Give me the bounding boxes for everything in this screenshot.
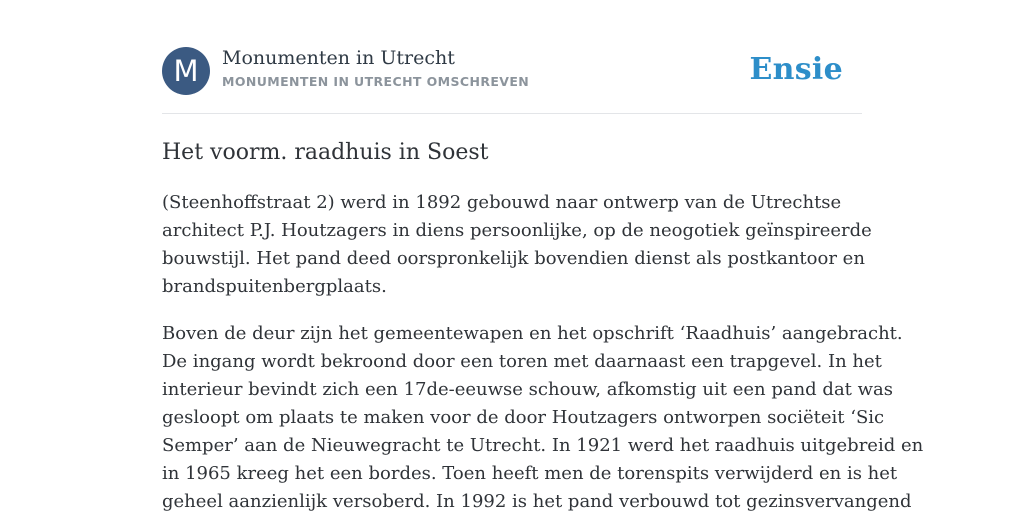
article-title: Het voorm. raadhuis in Soest [162,140,489,165]
source-avatar[interactable]: M [162,47,210,95]
paragraph-line: Boven de deur zijn het gemeentewapen en het opschrift ‘Raadhuis’ aangebracht. [162,323,903,344]
paragraph-line: in 1965 kreeg het een bordes. Toen heeft men de torenspits verwijderd en is het [162,463,898,484]
source-title[interactable]: Monumenten in Utrecht [222,47,455,69]
paragraph-1 [162,189,872,301]
paragraph-line: Semper’ aan de Nieuwegracht te Utrecht. In 1921 werd het raadhuis uitgebreid en [162,435,924,456]
paragraph-line: De ingang wordt bekroond door een toren met daarnaast een trapgevel. In het [162,351,882,372]
paragraph-line: gesloopt om plaats te maken voor de door Houtzagers ontworpen sociëteit ‘Sic [162,407,885,428]
paragraph-line: brandspuitenbergplaats. [162,276,387,297]
paragraph-line: (Steenhoffstraat 2) werd in 1892 gebouwd naar ontwerp van de Utrechtse [162,192,842,213]
paragraph-line: bouwstijl. Het pand deed oorspronkelijk bovendien dienst als postkantoor en [162,248,865,269]
article-body [162,189,924,512]
header-divider [162,113,862,114]
source-subtitle: MONUMENTEN IN UTRECHT OMSCHREVEN [222,74,530,89]
paragraph-line: architect P.J. Houtzagers in diens persoonlijke, op de neogotiek geïnspireerde [162,220,872,241]
brand-logo[interactable]: Ensie [749,52,843,87]
paragraph-gap [162,301,862,320]
source-header [162,46,862,96]
paragraph-2 [162,320,924,512]
paragraph-line: geheel aanzienlijk versoberd. In 1992 is het pand verbouwd tot gezinsvervangend [162,491,912,512]
paragraph-line: interieur bevindt zich een 17de-eeuwse schouw, afkomstig uit een pand dat was [162,379,894,400]
